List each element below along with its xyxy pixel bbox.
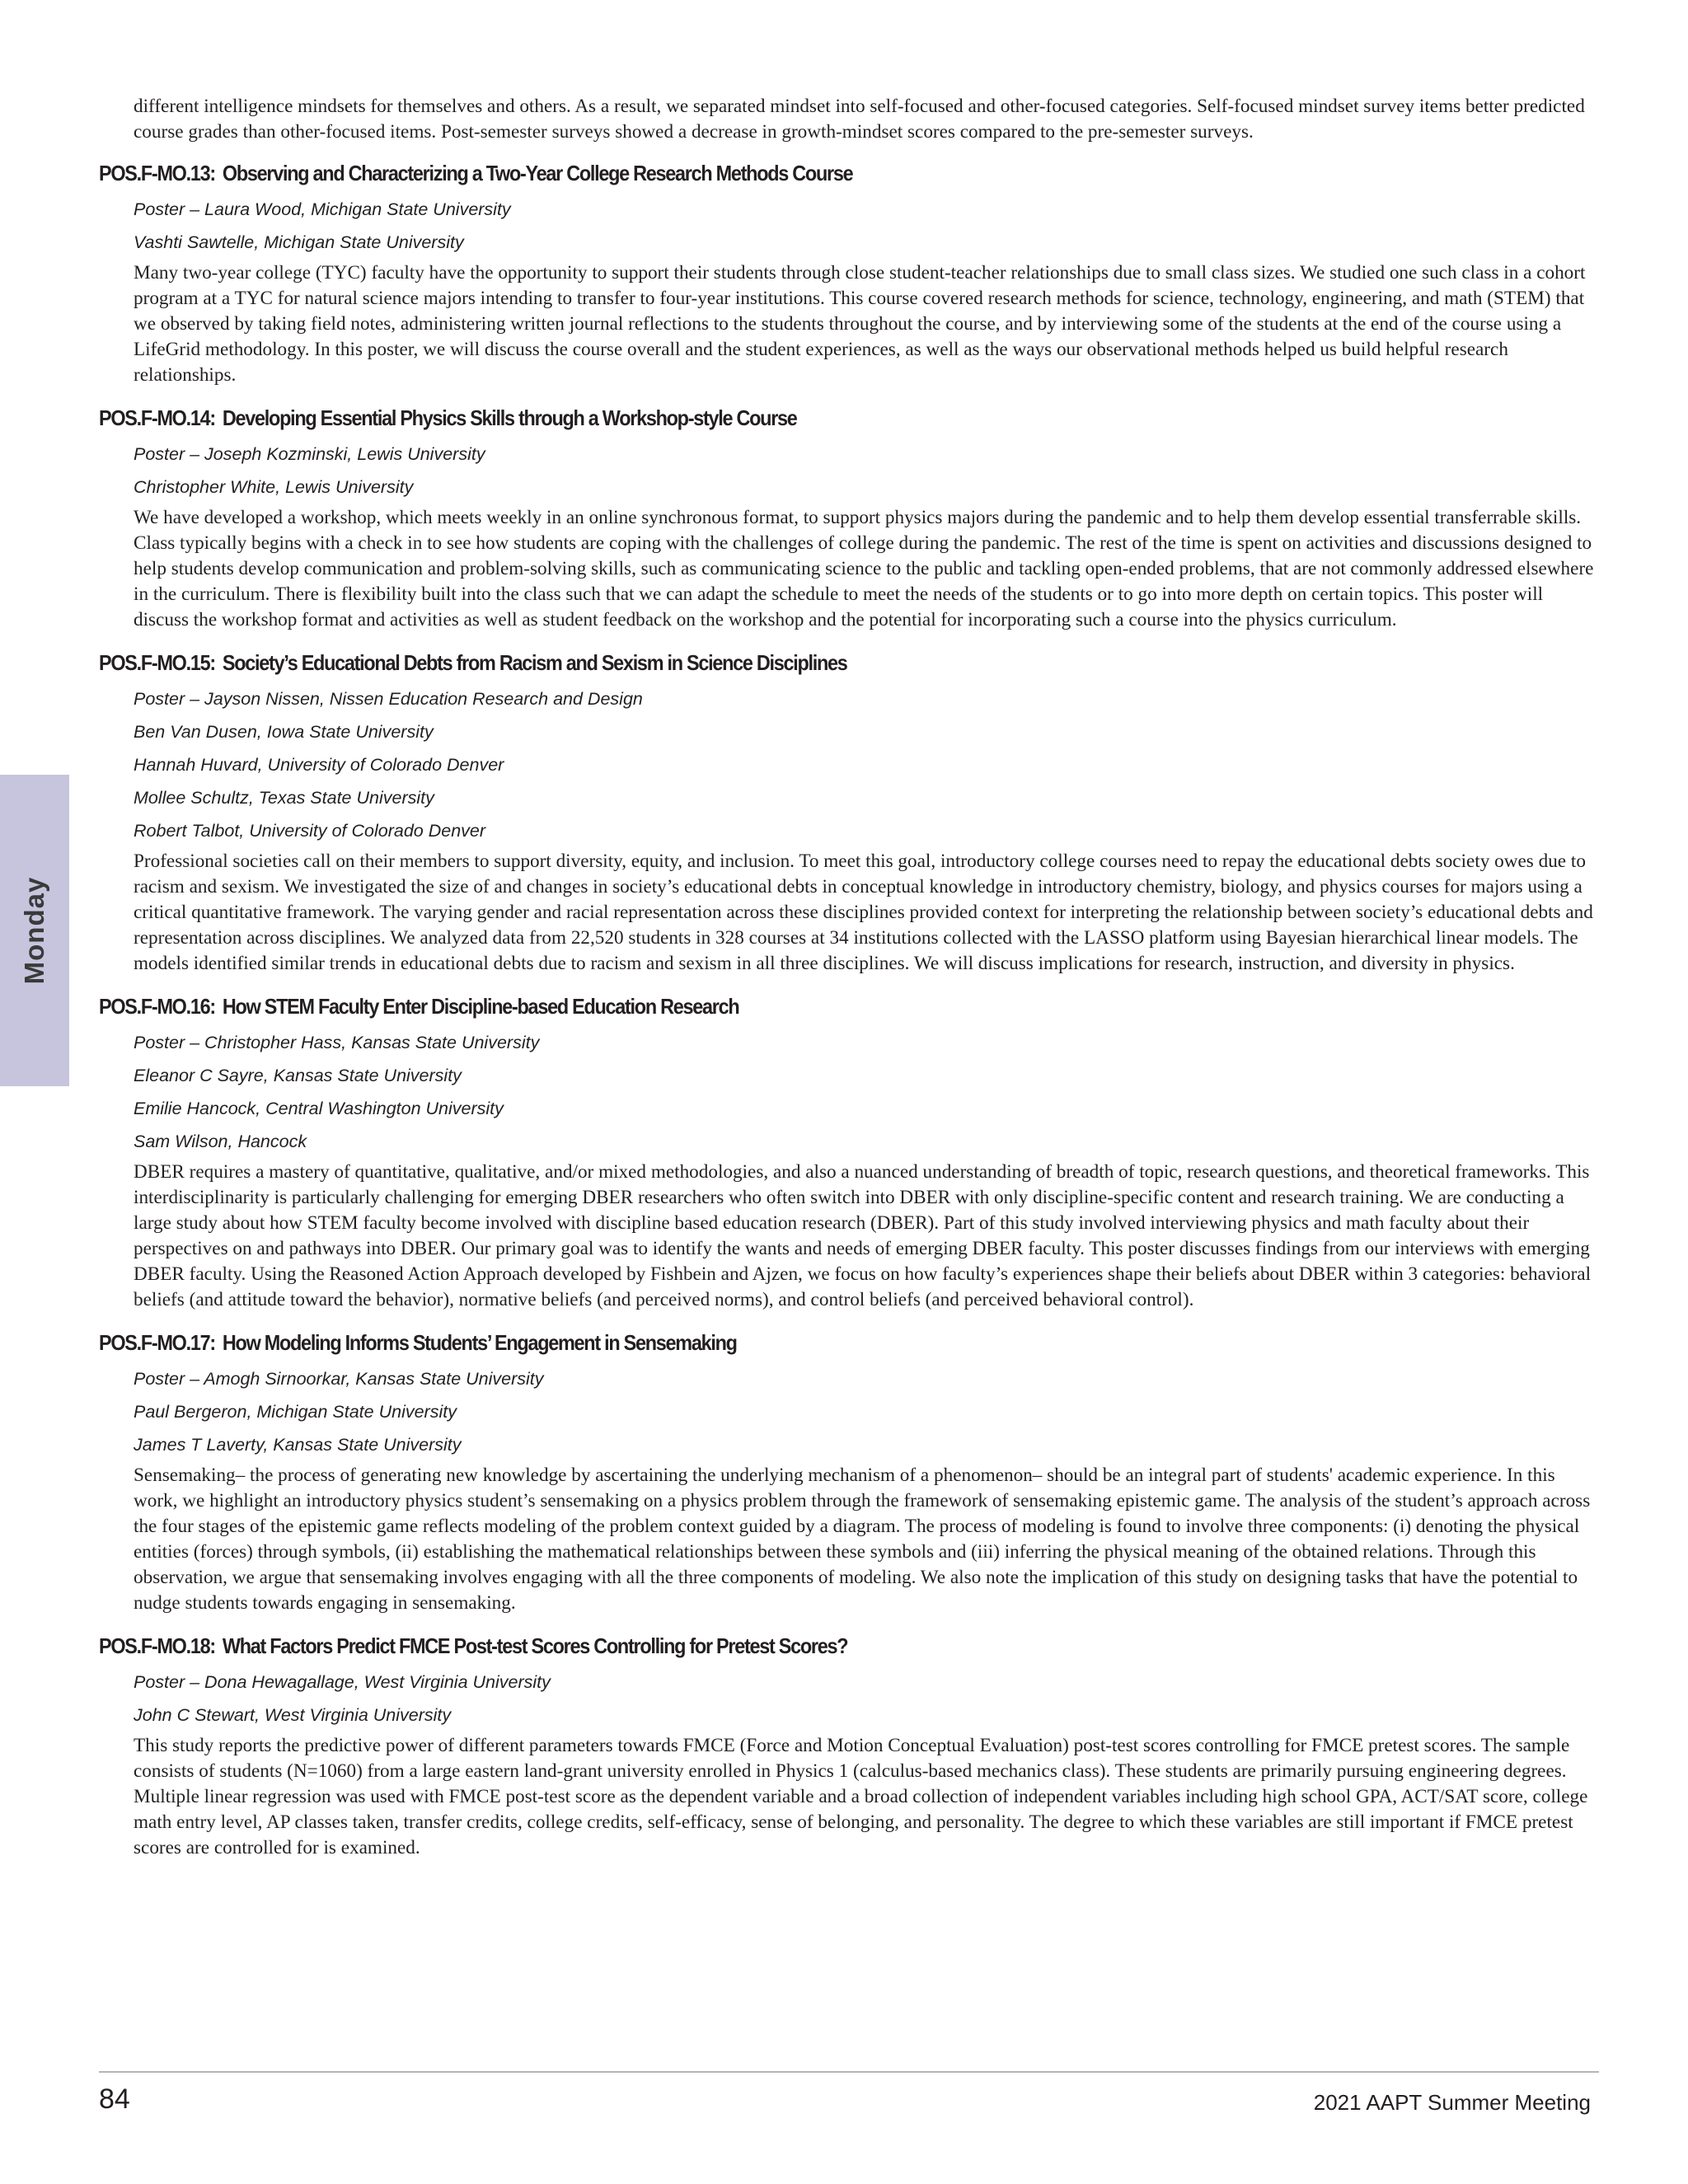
abstract-title xyxy=(99,648,1449,677)
abstract-title-text: How STEM Faculty Enter Discipline-based Education Research xyxy=(222,994,739,1019)
abstract-title-text: Observing and Characterizing a Two-Year College Research Methods Course xyxy=(222,161,853,185)
abstract-mo17 xyxy=(99,1328,1599,1616)
abstract-code: POS.F-MO.17: xyxy=(99,1330,215,1355)
author-line: Ben Van Dusen, Iowa State University xyxy=(134,722,434,742)
author-line: Poster – Dona Hewagallage, West Virginia University xyxy=(134,1672,551,1692)
abstract-title xyxy=(99,403,1449,433)
abstract-body: This study reports the predictive power of different parameters towards FMCE (Force and Motion Conceptual Evaluation) post-test scores controlling for FMCE pretest scores. The sample consists of students (N=1060) from a large eastern land-grant university enrolled in Physics 1 (calculus-based mechanics class). These students are primarily pursuing engineering degrees. Multiple linear regression was used with FMCE post-test score as the dependent variable and a broad collection of independent variables including high school GPA, ACT/SAT score, college math entry level, AP classes taken, transfer credits, college credits, self-efficacy, sense of belonging, and personality. The degree to which these variables are still important if FMCE pretest scores are controlled for is examined. xyxy=(134,1735,1588,1858)
abstract-title xyxy=(99,991,1449,1021)
abstract-title xyxy=(99,158,1449,188)
abstract-title-text: How Modeling Informs Students’ Engagement in Sensemaking xyxy=(222,1330,737,1355)
abstract-code: POS.F-MO.15: xyxy=(99,650,215,675)
author-line: Poster – Amogh Sirnoorkar, Kansas State University xyxy=(134,1369,544,1389)
abstract-title xyxy=(99,1328,1449,1357)
author-line: Sam Wilson, Hancock xyxy=(134,1132,307,1151)
abstract-code: POS.F-MO.16: xyxy=(99,994,215,1019)
author-line: Poster – Joseph Kozminski, Lewis University xyxy=(134,444,485,464)
abstract-title-text: Developing Essential Physics Skills through a Workshop-style Course xyxy=(222,405,797,430)
author-line: John C Stewart, West Virginia University xyxy=(134,1705,452,1725)
abstract-mo16 xyxy=(99,991,1599,1313)
abstract-mo13 xyxy=(99,158,1599,388)
continued-abstract-text: different intelligence mindsets for themselves and others. As a result, we separated mindset into self-focused and other-focused categories. Self-focused mindset survey items better predicted course grades than other-focused items. Post-semester surveys showed a decrease in growth-mindset scores compared to the pre-semester surveys. xyxy=(134,96,1585,143)
abstract-code: POS.F-MO.18: xyxy=(99,1633,215,1658)
author-line: James T Laverty, Kansas State University xyxy=(134,1435,462,1455)
abstract-mo14 xyxy=(99,403,1599,633)
abstract-mo18 xyxy=(99,1631,1599,1861)
page-content xyxy=(99,94,1599,1876)
author-line: Poster – Christopher Hass, Kansas State University xyxy=(134,1033,540,1052)
author-line: Paul Bergeron, Michigan State University xyxy=(134,1402,457,1422)
author-line: Poster – Jayson Nissen, Nissen Education Research and Design xyxy=(134,689,643,709)
abstract-body: DBER requires a mastery of quantitative, qualitative, and/or mixed methodologies, and also a nuanced understanding of breadth of topic, research questions, and theoretical frameworks. This interdisciplinarity is particularly challenging for emerging DBER researchers who often switch into DBER with only discipline-specific content and research training. We are conducting a large study about how STEM faculty become involved with discipline based education research (DBER). Part of this study involved interviewing physics and math faculty about their perspectives on and pathways into DBER. Our primary goal was to identify the wants and needs of emerging DBER faculty. This poster discusses findings from our interviews with emerging DBER faculty. Using the Reasoned Action Approach developed by Fishbein and Ajzen, we focus on how faculty’s experiences shape their beliefs about DBER within 3 categories: behavioral beliefs (and attitude toward the behavior), normative beliefs (and perceived norms), and control beliefs (and perceived behavioral control). xyxy=(134,1161,1592,1310)
author-line: Mollee Schultz, Texas State University xyxy=(134,788,434,808)
abstract-body: Sensemaking– the process of generating new knowledge by ascertaining the underlying mechanism of a phenomenon– should be an integral part of students' academic experience. In this work, we highlight an introductory physics student’s sensemaking on a physics problem through the framework of sensemaking epistemic game. The analysis of the student’s approach across the four stages of the epistemic game reflects modeling of the problem context guided by a diagram. The process of modeling is found to involve three components: (i) denoting the physical entities (forces) through symbols, (ii) establishing the mathematical relationships between these symbols and (iii) inferring the physical meaning of the obtained relations. Through this observation, we argue that sensemaking involves engaging with all the three components of modeling. We also note the implication of this study on designing tasks that have the potential to nudge students towards engaging in sensemaking. xyxy=(134,1465,1591,1614)
page-number: 84 xyxy=(99,2083,130,2115)
author-line: Robert Talbot, University of Colorado Denver xyxy=(134,821,486,841)
author-line: Eleanor C Sayre, Kansas State University xyxy=(134,1066,462,1085)
abstract-title-text: What Factors Predict FMCE Post-test Scores Controlling for Pretest Scores? xyxy=(222,1633,848,1658)
footer-meeting-title: 2021 AAPT Summer Meeting xyxy=(1313,2090,1591,2115)
side-tab-label: Monday xyxy=(19,876,49,985)
author-line: Poster – Laura Wood, Michigan State University xyxy=(134,199,511,219)
abstract-mo15 xyxy=(99,648,1599,977)
abstract-title-text: Society’s Educational Debts from Racism and Sexism in Science Disciplines xyxy=(222,650,847,675)
author-line: Vashti Sawtelle, Michigan State University xyxy=(134,232,464,252)
abstract-body: We have developed a workshop, which meets weekly in an online synchronous format, to support physics majors during the pandemic and to help them develop essential transferrable skills. Class typically begins with a check in to see how students are coping with the challenges of college during the pandemic. The rest of the time is spent on activities and discussions designed to help students develop communication and problem-solving skills, such as communicating science to the public and tackling open-ended problems, that are not commonly addressed elsewhere in the curriculum. There is flexibility built into the class such that we can adapt the schedule to meet the needs of the students or to go into more depth on certain topics. This poster will discuss the workshop format and activities as well as student feedback on the workshop and the potential for incorporating such a course into the physics curriculum. xyxy=(134,507,1594,630)
abstract-body: Many two-year college (TYC) faculty have the opportunity to support their students through close student-teacher relationships due to small class sizes. We studied one such class in a cohort program at a TYC for natural science majors intending to transfer to four-year institutions. This course covered research methods for science, technology, engineering, and math (STEM) that we observed by taking field notes, administering written journal reflections to the students throughout the course, and by interviewing some of the students at the end of the course using a LifeGrid methodology. In this poster, we will discuss the course overall and the student experiences, as well as the ways our observational methods helped us build helpful research relationships. xyxy=(134,262,1586,386)
footer-divider xyxy=(99,2071,1599,2073)
abstract-body: Professional societies call on their members to support diversity, equity, and inclusion. To meet this goal, introductory college courses need to repay the educational debts society owes due to racism and sexism. We investigated the size of and changes in society’s educational debts in conceptual knowledge in introductory chemistry, biology, and physics courses for majors using a critical quantitative framework. The varying gender and racial representation across these disciplines provided context for interpreting the relationship between society’s educational debts and representation across disciplines. We analyzed data from 22,520 students in 328 courses at 34 institutions collected with the LASSO platform using Bayesian hierarchical linear models. The models identified similar trends in educational debts due to racism and sexism in all three disciplines. We will discuss implications for research, instruction, and diversity in physics. xyxy=(134,851,1593,974)
author-line: Hannah Huvard, University of Colorado Denver xyxy=(134,755,504,775)
author-line: Emilie Hancock, Central Washington University xyxy=(134,1099,504,1118)
abstract-title xyxy=(99,1631,1449,1661)
abstract-code: POS.F-MO.13: xyxy=(99,161,215,185)
abstract-code: POS.F-MO.14: xyxy=(99,405,215,430)
author-line: Christopher White, Lewis University xyxy=(134,477,414,497)
